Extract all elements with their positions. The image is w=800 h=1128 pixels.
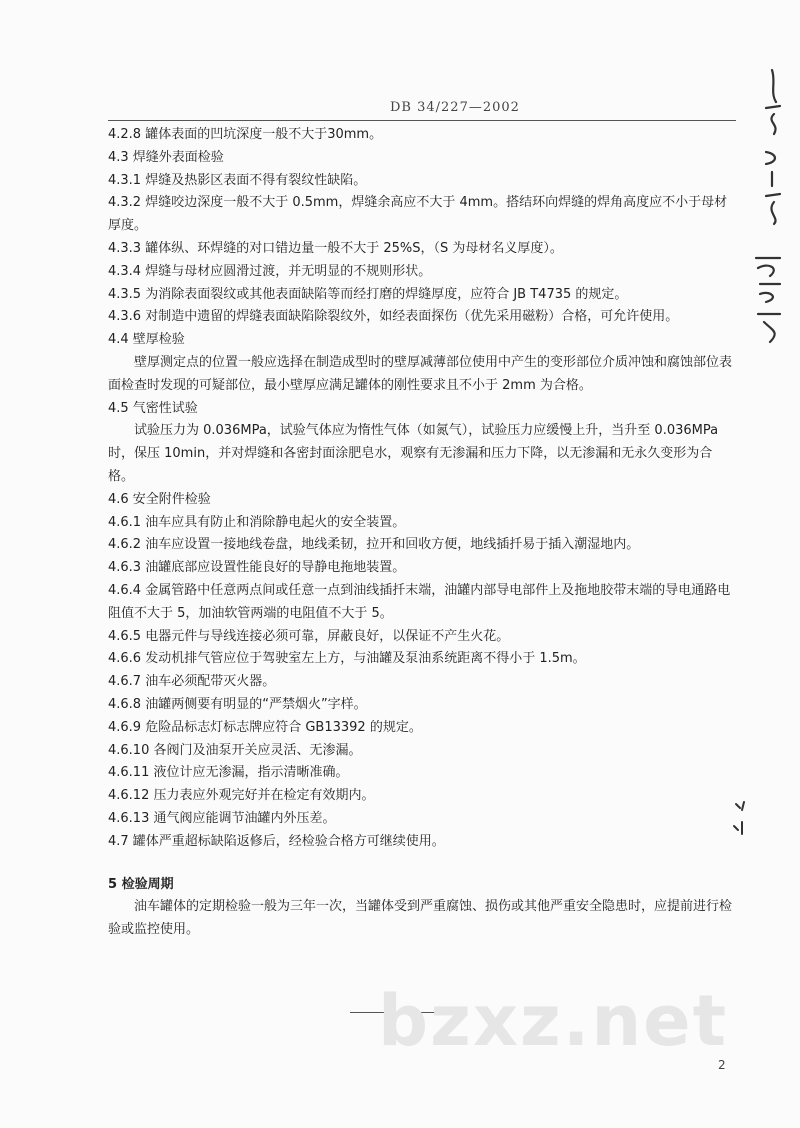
clause-4-3-3: 4.3.3 罐体纵、环焊缝的对口错边量一般不大于 25%S，（S 为母材名义厚度）。 xyxy=(108,240,563,256)
standard-number-header: DB 34/227—2002 xyxy=(390,100,520,115)
heading-4-4: 4.4 壁厚检验 xyxy=(108,332,185,348)
clause-4-6-13: 4.6.13 通气阀应能调节油罐内外压差。 xyxy=(108,810,336,826)
clause-4-6-1: 4.6.1 油车应具有防止和消除静电起火的安全装置。 xyxy=(108,514,406,530)
site-watermark: bzxz.net xyxy=(378,980,729,1062)
clause-4-6-12: 4.6.12 压力表应外观完好并在检定有效期内。 xyxy=(108,788,375,804)
clause-4-2-8: 4.2.8 罐体表面的凹坑深度一般不大于30mm。 xyxy=(108,127,383,142)
heading-4-5: 4.5 气密性试验 xyxy=(108,400,198,416)
clause-4-6-4: 4.6.4 金属管路中任意两点间或任意一点到油线插扦末端，油罐内部导电部件上及拖地胶带末端的导电通路电阻值不大于 5，加油软管两端的电阻值不大于 5。 xyxy=(108,582,731,621)
clause-4-6-8: 4.6.8 油罐两侧要有明显的“严禁烟火”字样。 xyxy=(108,696,367,712)
clause-4-3-4: 4.3.4 焊缝与母材应圆滑过渡，并无明显的不规则形状。 xyxy=(108,263,432,279)
paragraph-5: 油车罐体的定期检验一般为三年一次，当罐体受到严重腐蚀、损伤或其他严重安全隐患时，应提前进行检验或监控使用。 xyxy=(108,899,733,938)
clause-4-6-3: 4.6.3 油罐底部应设置性能良好的导静电拖地装置。 xyxy=(108,560,406,576)
heading-4-3: 4.3 焊缝外表面检验 xyxy=(108,149,224,165)
clause-4-6-10: 4.6.10 各阀门及油泵开关应灵活、无渗漏。 xyxy=(108,742,362,758)
document-body xyxy=(108,124,738,942)
header-rule xyxy=(108,120,736,121)
clause-4-3-1: 4.3.1 焊缝及热影区表面不得有裂纹性缺陷。 xyxy=(108,172,367,188)
clause-4-6-2: 4.6.2 油车应设置一接地线卷盘，地线柔韧，拉开和回收方便，地线插扦易于插入潮湿地内。 xyxy=(108,537,640,553)
clause-4-3-2: 4.3.2 焊缝咬边深度一般不大于 0.5mm，焊缝余高应不大于 4mm。搭结环向焊缝的焊角高度应不小于母材厚度。 xyxy=(108,195,728,234)
handwritten-note xyxy=(736,62,794,352)
margin-mark xyxy=(730,798,754,838)
heading-5: 5 检验周期 xyxy=(108,876,174,892)
paragraph-4-4: 壁厚测定点的位置一般应选择在制造成型时的壁厚减薄部位使用中产生的变形部位介质冲蚀和腐蚀部位表面检查时发现的可疑部位，最小壁厚应满足罐体的刚性要求且不小于 2mm 为合格。 xyxy=(108,354,733,393)
clause-4-6-5: 4.6.5 电器元件与导线连接必须可靠，屏蔽良好，以保证不产生火花。 xyxy=(108,628,510,644)
clause-4-6-7: 4.6.7 油车必须配带灭火器。 xyxy=(108,674,276,690)
paragraph-4-5: 试验压力为 0.036MPa，试验气体应为惰性气体（如氮气），试验压力应缓慢上升，当升至 0.036MPa 时，保压 10min，并对焊缝和各密封面涂肥皂水，观察有无渗漏和压力下降，以无渗漏和无永久变形为合格。 xyxy=(108,423,719,484)
clause-4-6-6: 4.6.6 发动机排气管应位于驾驶室左上方，与油罐及泵油系统距离不得小于 1.5m。 xyxy=(108,651,586,667)
clause-4-3-6: 4.3.6 对制造中遗留的焊缝表面缺陷除裂纹外，如经表面探伤（优先采用磁粉）合格，可允许使用。 xyxy=(108,309,679,325)
clause-4-3-5: 4.3.5 为消除表面裂纹或其他表面缺陷等而经打磨的焊缝厚度，应符合 JB T4735 的规定。 xyxy=(108,286,628,302)
clause-4-6-11: 4.6.11 液位计应无渗漏，指示清晰准确。 xyxy=(108,765,349,781)
page-number: 2 xyxy=(718,1058,726,1072)
heading-4-6: 4.6 安全附件检验 xyxy=(108,491,211,507)
clause-4-7: 4.7 罐体严重超标缺陷返修后，经检验合格方可继续使用。 xyxy=(108,833,445,849)
clause-4-6-9: 4.6.9 危险品标志灯标志牌应符合 GB13392 的规定。 xyxy=(108,719,422,735)
